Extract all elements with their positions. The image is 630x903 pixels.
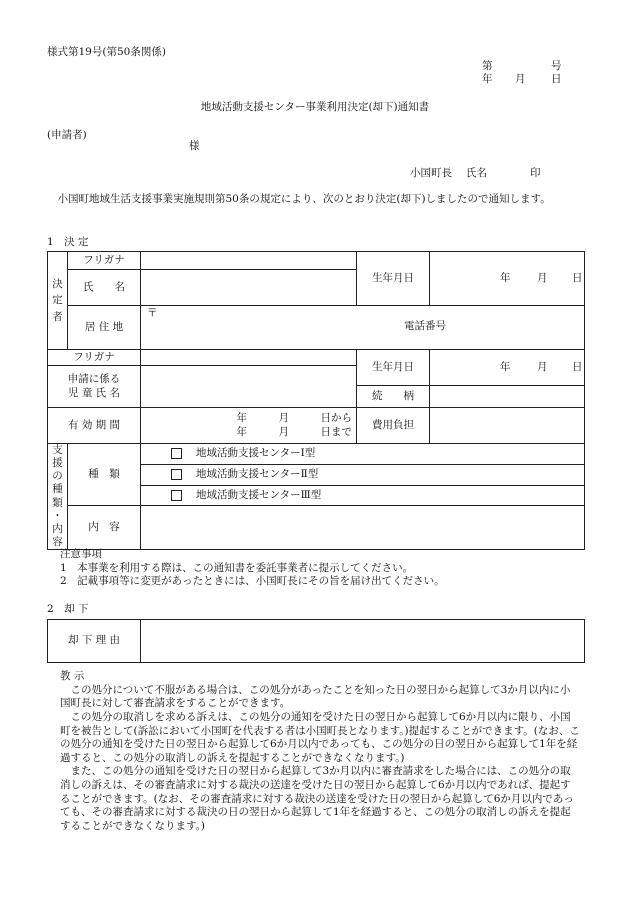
date-month: 月 bbox=[515, 73, 526, 85]
child-name-field[interactable] bbox=[141, 366, 357, 408]
notes bbox=[60, 548, 590, 589]
applicant-label: (申請者) bbox=[47, 129, 87, 141]
cost-label: 費用負担 bbox=[357, 408, 430, 444]
relation-label: 続 柄 bbox=[357, 386, 430, 408]
name-field[interactable] bbox=[141, 270, 357, 306]
child-name-label: 申請に係る 児 童 氏 名 bbox=[48, 366, 141, 408]
reject-reason-label: 却 下 理 由 bbox=[48, 620, 141, 663]
content-field[interactable] bbox=[141, 506, 585, 550]
issuer-mayor: 小国町長 bbox=[410, 167, 452, 179]
type-option-2[interactable]: 地域活動支援センターⅡ型 bbox=[141, 464, 585, 485]
date-day: 日 bbox=[551, 73, 562, 85]
birth2-field[interactable]: 年 月 日 bbox=[430, 350, 585, 386]
reject-reason-field[interactable] bbox=[141, 620, 585, 663]
birth-label: 生年月日 bbox=[357, 252, 430, 306]
content-label: 内 容 bbox=[68, 506, 141, 550]
phone-label: 電話番号 bbox=[404, 320, 446, 332]
type-option-1[interactable]: 地域活動支援センターⅠ型 bbox=[141, 444, 585, 465]
name-label: 氏 名 bbox=[68, 270, 141, 306]
issuer-name-label: 氏名 bbox=[466, 167, 487, 179]
applicant-sama: 様 bbox=[189, 140, 200, 152]
relation-field[interactable] bbox=[430, 386, 585, 408]
doc-no-suffix: 号 bbox=[551, 60, 562, 72]
furigana2-field[interactable] bbox=[141, 350, 357, 366]
note-1: 1 本事業を利用する際は、この通知書を委託事業者に提示してください。 bbox=[60, 561, 414, 574]
furigana-label: フリガナ bbox=[68, 252, 141, 270]
intro-text: 小国町地域生活支援事業実施規則第50条の規定により、次のとおり決定(却下)しましたので通知します。 bbox=[57, 193, 551, 205]
support-side-label: 支 援 の 種 類 ・ 内 容 bbox=[48, 444, 68, 550]
instruction bbox=[60, 670, 580, 834]
section2-heading: 2 却 下 bbox=[47, 603, 89, 615]
doc-no-prefix: 第 bbox=[482, 60, 493, 72]
furigana-field[interactable] bbox=[141, 252, 357, 270]
checkbox-type-3[interactable] bbox=[171, 490, 182, 501]
form-number: 様式第19号(第50条関係) bbox=[47, 46, 166, 58]
section1-heading: 1 決 定 bbox=[47, 236, 89, 248]
decision-table bbox=[47, 251, 585, 550]
address-field[interactable] bbox=[141, 306, 585, 350]
type-option-3[interactable]: 地域活動支援センターⅢ型 bbox=[141, 485, 585, 506]
issuer-seal: 印 bbox=[530, 167, 541, 179]
furigana2-label: フリガナ bbox=[48, 350, 141, 366]
checkbox-type-2[interactable] bbox=[171, 469, 182, 480]
cost-field[interactable] bbox=[430, 408, 585, 444]
postal-mark: 〒 bbox=[147, 307, 158, 319]
checkbox-type-1[interactable] bbox=[171, 448, 182, 459]
note-2: 2 記載事項等に変更があったときには、小国町長にその旨を届け出てください。 bbox=[60, 575, 445, 588]
notes-heading: 注意事項 bbox=[60, 548, 102, 560]
validity-label: 有 効 期 間 bbox=[48, 408, 141, 444]
date-year: 年 bbox=[482, 73, 493, 85]
address-label: 居 住 地 bbox=[68, 306, 141, 350]
rejection-table bbox=[47, 619, 585, 663]
validity-field[interactable]: 年 月 日から 年 月 日まで bbox=[141, 408, 357, 444]
instruction-para-3: また、この処分の通知を受けた日の翌日から起算して3か月以内に審査請求をした場合には、この処分の取消しの訴えは、その審査請求に対する裁決の送達を受けた日の翌日から起算して6か月以内であれば、提起することができます。(なお、その審査請求に対する裁決の送達を受けた日の翌日から起算して6か月以内であっても、その審査請求に対する裁決の日の翌日から起算して1年を経過すると、この処分の取消しの訴えを提起することができなくなります。) bbox=[60, 765, 574, 833]
instruction-para-2: この処分の取消しを求める訴えは、この処分の通知を受けた日の翌日から起算して6か月以内に限り、小国町を被告として(訴訟において小国町を代表する者は小国町長となります。)提起することができます。(なお、この処分の通知を受けた日の翌日から起算して6か月以内であっても、この処分の日の翌日から起算して1年を経過すると、この処分の取消しの訴えを提起することができなくなります。) bbox=[60, 710, 580, 764]
instruction-para-1: この処分について不服がある場合は、この処分があったことを知った日の翌日から起算して3か月以内に小国町長に対して審査請求をすることができます。 bbox=[60, 683, 571, 710]
birth2-label: 生年月日 bbox=[357, 350, 430, 386]
type-label: 種 類 bbox=[68, 444, 141, 506]
document-title: 地域活動支援センター事業利用決定(却下)通知書 bbox=[200, 101, 430, 113]
decider-side-label: 決 定 者 bbox=[48, 252, 68, 350]
birth-field[interactable]: 年 月 日 bbox=[430, 252, 585, 306]
instruction-heading: 教 示 bbox=[60, 670, 85, 682]
